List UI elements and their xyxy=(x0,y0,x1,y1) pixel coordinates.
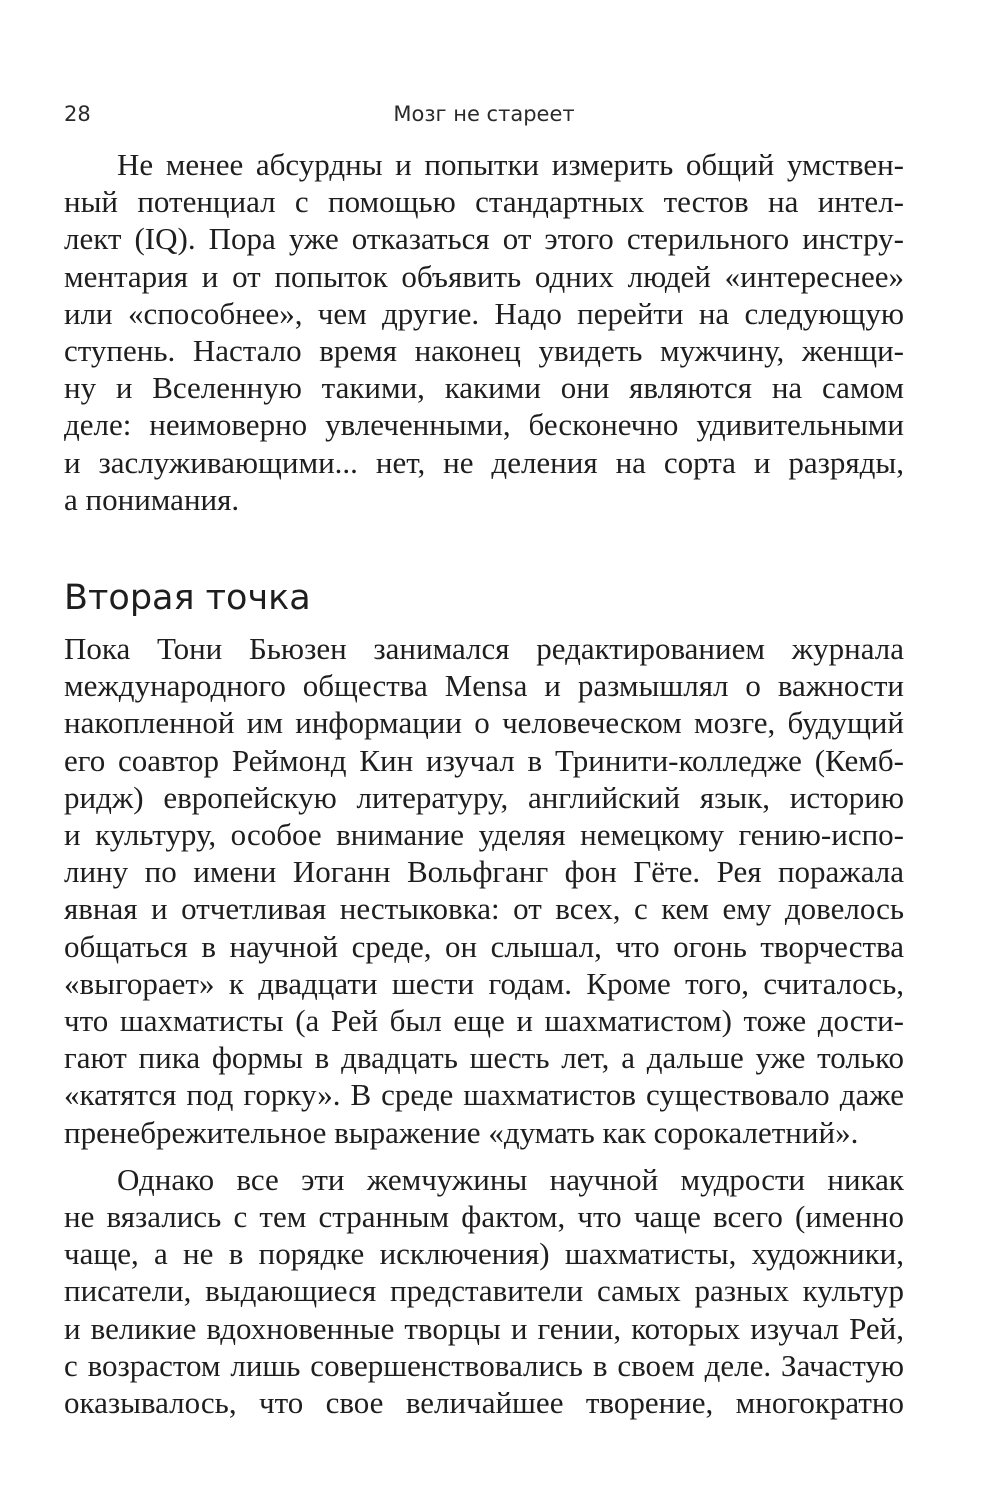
paragraph-line: гают пика формы в двадцать шесть лет, а дальше уже только xyxy=(64,1040,904,1076)
paragraph-line: Не менее абсурдны и попытки измерить общий умствен- xyxy=(117,147,904,182)
paragraph-line: ну и Вселенную такими, какими они являются на самом xyxy=(64,370,904,406)
paragraph-line: Пока Тони Бьюзен занимался редактированием журнала xyxy=(64,631,904,667)
paragraph-line: явная и отчетливая нестыковка: от всех, с кем ему довелось xyxy=(64,891,904,927)
paragraph-line: или «способнее», чем другие. Надо перейти на следующую xyxy=(64,295,904,331)
paragraph-3 xyxy=(64,1161,904,1421)
paragraph-line: с возрастом лишь совершенствовались в своем деле. Зачастую xyxy=(64,1347,904,1383)
book-title: Мозг не стареет xyxy=(393,102,575,126)
paragraph-line: «выгорает» к двадцати шести годам. Кроме того, считалось, xyxy=(64,965,904,1001)
paragraph-line: чаще, а не в порядке исключения) шахматисты, художники, xyxy=(64,1236,904,1272)
paragraph-line: а понимания. xyxy=(64,481,240,517)
paragraph-line: что шахматисты (а Рей был еще и шахматистом) тоже дости- xyxy=(64,1003,904,1039)
paragraph-line: писатели, выдающиеся представители самых разных культур xyxy=(64,1273,904,1309)
paragraph-line: ный потенциал с помощью стандартных тестов на интел- xyxy=(64,184,904,220)
paragraph-line: «катятся под горку». В среде шахматистов существовало даже xyxy=(64,1077,904,1113)
paragraph-line: накопленной им информации о человеческом мозге, будущий xyxy=(64,705,904,741)
paragraph-2 xyxy=(64,630,904,1151)
paragraph-line: ступень. Настало время наконец увидеть мужчину, женщи- xyxy=(64,333,904,369)
paragraph-line: деле: неимоверно увлеченными, бесконечно удивительными xyxy=(64,407,904,443)
paragraph-line: и великие вдохновенные творцы и гении, которых изучал Рей, xyxy=(64,1310,904,1346)
section-heading: Вторая точка xyxy=(64,578,311,619)
paragraph-line: Однако все эти жемчужины научной мудрости никак xyxy=(117,1161,904,1197)
paragraph-line: ментария и от попыток объявить одних людей «интереснее» xyxy=(64,258,904,294)
paragraph-line: оказывалось, что свое величайшее творение, многократно xyxy=(64,1385,904,1421)
paragraph-line: лект (IQ). Пора уже отказаться от этого стерильного инстру- xyxy=(64,221,904,257)
paragraph-1 xyxy=(64,146,904,518)
paragraph-line: не вязались с тем странным фактом, что чаще всего (именно xyxy=(64,1199,904,1235)
page-number: 28 xyxy=(64,102,91,126)
running-header xyxy=(64,96,904,136)
paragraph-line: общаться в научной среде, он слышал, что огонь творчества xyxy=(64,928,904,964)
paragraph-line: ридж) европейскую литературу, английский язык, историю xyxy=(64,779,904,815)
paragraph-line: и заслуживающими... нет, не деления на сорта и разряды, xyxy=(64,444,904,480)
paragraph-line: его соавтор Реймонд Кин изучал в Тринити-колледже (Кемб- xyxy=(64,742,904,778)
book-page xyxy=(64,96,904,1421)
paragraph-line: международного общества Mensa и размышлял о важности xyxy=(64,668,904,704)
paragraph-line: лину по имени Иоганн Вольфганг фон Гёте. Рея поражала xyxy=(64,854,904,890)
paragraph-line: пренебрежительное выражение «думать как сорокалетний». xyxy=(64,1114,859,1150)
paragraph-line: и культуру, особое внимание уделяя немецкому гению-испо- xyxy=(64,817,904,853)
